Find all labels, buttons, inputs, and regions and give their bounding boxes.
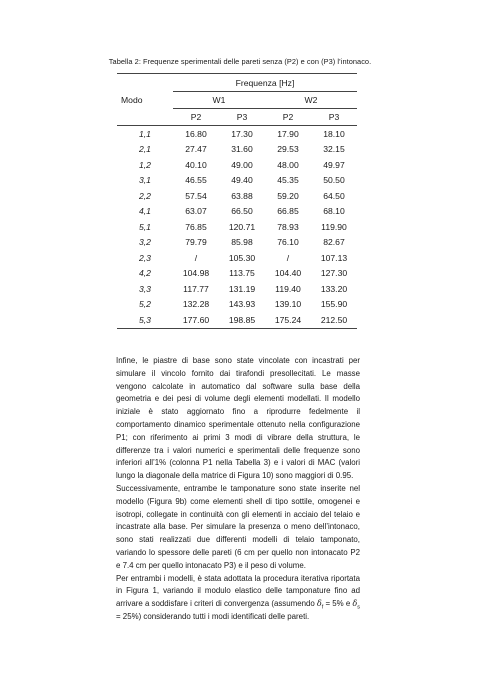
mode-cell: 2,3 <box>139 252 151 263</box>
value-cell: 64.50 <box>323 190 345 201</box>
value-cell: 27.47 <box>185 144 207 155</box>
value-cell: 105.30 <box>228 252 256 263</box>
table-row <box>117 173 357 189</box>
value-cell: 139.10 <box>274 299 302 310</box>
value-cell: 155.90 <box>320 299 348 310</box>
value-cell: 49.40 <box>231 175 253 186</box>
value-cell: 31.60 <box>231 144 253 155</box>
table-body <box>117 126 357 329</box>
value-cell: 50.50 <box>323 175 345 186</box>
subscript: s <box>357 604 360 611</box>
value-cell: 66.85 <box>277 206 299 217</box>
table-caption: Tabella 2: Frequenze sperimentali delle pareti senza (P2) e con (P3) l’intonaco. <box>108 57 372 66</box>
value-cell: 107.13 <box>320 252 348 263</box>
table-row <box>117 126 357 142</box>
frequency-header: Frequenza [Hz] <box>173 74 357 92</box>
mode-cell: 4,2 <box>139 268 151 279</box>
value-cell: 119.90 <box>321 221 347 232</box>
paragraph-text: = 25%) considerando tutti i modi identificati delle pareti. <box>116 611 310 621</box>
wall-header-w2: W2 <box>265 92 357 109</box>
value-cell: 18.10 <box>323 128 345 139</box>
mode-cell: 1,1 <box>139 128 151 139</box>
mode-cell: 5,3 <box>117 312 173 328</box>
value-cell: 40.10 <box>185 159 207 170</box>
value-cell: 177.60 <box>173 312 219 328</box>
value-cell: 143.93 <box>228 299 256 310</box>
value-cell: 131.19 <box>228 283 256 294</box>
value-cell: 68.10 <box>323 206 345 217</box>
value-cell: 198.85 <box>219 312 265 328</box>
value-cell: 76.10 <box>277 237 299 248</box>
mode-cell: 5,1 <box>139 221 151 232</box>
table-row <box>117 219 357 235</box>
value-cell: 32.15 <box>323 144 345 155</box>
mode-cell: 4,1 <box>139 206 151 217</box>
paragraph <box>116 573 360 624</box>
value-cell: 29.53 <box>277 144 299 155</box>
body-text <box>116 355 360 624</box>
value-cell: 132.28 <box>182 299 210 310</box>
table-row <box>117 188 357 204</box>
table-row <box>117 266 357 282</box>
value-cell: 16.80 <box>185 128 207 139</box>
modo-header: Modo <box>117 74 173 126</box>
value-cell: / <box>194 252 198 263</box>
value-cell: 119.40 <box>275 283 301 294</box>
delta-symbol: δ <box>316 599 322 609</box>
frequency-table <box>117 73 357 329</box>
table-row <box>117 250 357 266</box>
value-cell: 59.20 <box>277 190 299 201</box>
value-cell: 49.00 <box>231 159 253 170</box>
value-cell: 212.50 <box>311 312 357 328</box>
subcol-header: P3 <box>219 109 265 126</box>
subscript: f <box>321 604 324 611</box>
wall-header-w1: W1 <box>173 92 265 109</box>
value-cell: 46.55 <box>185 175 207 186</box>
table-row <box>117 297 357 313</box>
value-cell: 17.90 <box>277 128 299 139</box>
mode-cell: 1,2 <box>139 159 151 170</box>
value-cell: 133.20 <box>320 283 348 294</box>
value-cell: 120.71 <box>228 221 256 232</box>
subcol-header: P3 <box>311 109 357 126</box>
value-cell: 79.79 <box>185 237 207 248</box>
value-cell: 76.85 <box>185 221 207 232</box>
value-cell: 66.50 <box>231 206 253 217</box>
mode-cell: 2,1 <box>139 144 151 155</box>
table-row <box>117 235 357 251</box>
mode-cell: 3,2 <box>139 237 151 248</box>
delta-symbol: δ <box>352 599 358 609</box>
mode-cell: 5,2 <box>139 299 151 310</box>
paragraph-text: Per entrambi i modelli, è stata adottata la procedura iterativa riportata in Figura 1, variando il modulo elastico delle tamponature fino ad arrivare a soddisfare i criteri di convergenza (assumendo <box>116 573 360 609</box>
value-cell: 85.98 <box>231 237 253 248</box>
table-row <box>117 157 357 173</box>
value-cell: 63.88 <box>231 190 253 201</box>
value-cell: 113.75 <box>229 268 255 279</box>
table-row <box>117 312 357 328</box>
mode-cell: 3,3 <box>139 283 151 294</box>
table-row <box>117 204 357 220</box>
value-cell: 127.30 <box>320 268 348 279</box>
subcol-header: P2 <box>173 109 219 126</box>
value-cell: 45.35 <box>277 175 299 186</box>
value-cell: 49.97 <box>323 159 345 170</box>
table-row <box>117 281 357 297</box>
value-cell: 82.67 <box>323 237 345 248</box>
value-cell: 117.77 <box>183 283 209 294</box>
table-row <box>117 142 357 158</box>
value-cell: 104.98 <box>182 268 210 279</box>
value-cell: 104.40 <box>274 268 302 279</box>
value-cell: / <box>286 252 290 263</box>
value-cell: 57.54 <box>185 190 207 201</box>
value-cell: 63.07 <box>185 206 207 217</box>
mode-cell: 3,1 <box>139 175 151 186</box>
value-cell: 175.24 <box>265 312 311 328</box>
value-cell: 48.00 <box>277 159 299 170</box>
table-header-row <box>117 74 357 92</box>
mode-cell: 2,2 <box>139 190 151 201</box>
paragraph-text: = 5% e <box>323 599 353 609</box>
value-cell: 17.30 <box>231 128 253 139</box>
paragraph: Successivamente, entrambe le tamponature sono state inserite nel modello (Figura 9b) come elementi shell di tipo sottile, omogenei e isotropi, collegate in continuità con gli elementi in acciaio del telaio e incastrate alla base. Per simulare la presenza o meno dell’intonaco, sono stati realizzati due differenti modelli di telaio tamponato, variando lo spessore delle pareti (6 cm per quello non intonacato P2 e 7.4 cm per quello intonacato P3) e il peso di volume. <box>116 483 360 570</box>
value-cell: 78.93 <box>277 221 299 232</box>
subcol-header: P2 <box>265 109 311 126</box>
paragraph: Infine, le piastre di base sono state vincolate con incastrati per simulare il vincolo fornito dai tirafondi presollecitati. Le masse vengono calcolate in automatico dal software sulla base della geometria e dei pesi di volume degli elementi modellati. Il modello iniziale è stato aggiornato fino a riprodurre fedelmente il comportamento dinamico sperimentale ottenuto nella configurazione P1; con riferimento ai primi 3 modi di vibrare della struttura, le differenze tra i valori numerici e sperimentali delle frequenze sono inferiori all’1% (colonna P1 nella Tabella 3) e i valori di MAC (valori lungo la diagonale della matrice di Figura 10) sono maggiori di 0.95. <box>116 356 360 481</box>
